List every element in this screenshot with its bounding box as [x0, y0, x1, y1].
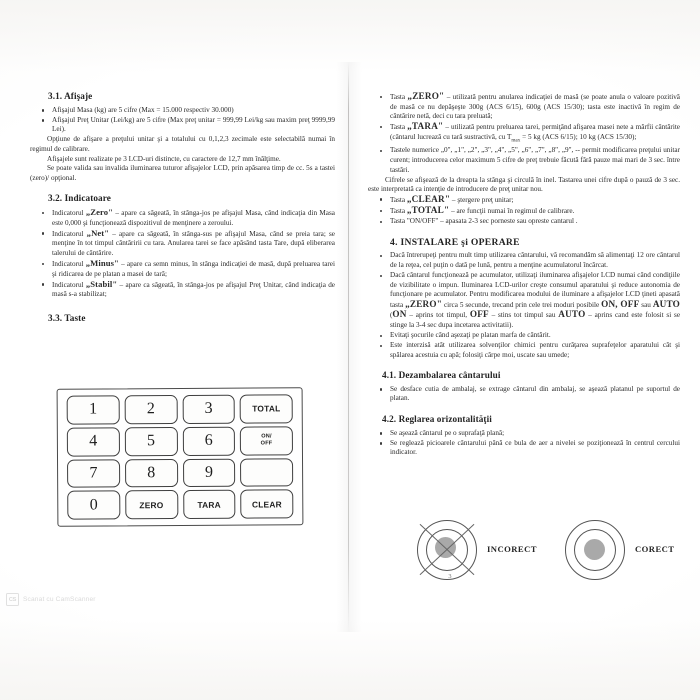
keypad-diagram	[57, 388, 305, 528]
key-label: 5	[146, 432, 156, 450]
orizontalitate-bullet-list	[368, 429, 680, 458]
bullet-text: Este interzisă atât utilizarea solvenţilor chimici pentru curăţarea suprafeţelor aparatului cât şi spălarea acestuia cu apă; folosiţi cârpe moi, uscate sau umede;	[390, 341, 680, 359]
list-item	[40, 106, 335, 116]
key-prefix: Tasta	[390, 123, 408, 132]
keypad-key-grid	[67, 394, 294, 519]
list-item	[378, 92, 680, 122]
indicator-name: „Net"	[86, 227, 110, 238]
key-prefix: Tasta	[390, 217, 407, 226]
list-item	[378, 146, 680, 175]
key-label: 4	[89, 432, 98, 450]
afisaje-paragraph-1: Opţiune de afişare a preţului unitar şi a totalului cu 0,1,2,3 zecimale este selectabilă numai în regimul de calibrare.	[30, 135, 335, 153]
key-label: 7	[89, 464, 98, 482]
list-item	[378, 271, 680, 331]
key-label: TOTAL	[252, 403, 281, 414]
label-incorect: INCORECT	[487, 544, 537, 554]
heading-3-2-indicatoare: 3.2. Indicatoare	[48, 193, 111, 204]
key-8[interactable]	[125, 459, 178, 488]
keyword-on: ON	[392, 309, 407, 320]
key-label: 8	[147, 464, 156, 482]
heading-4-2-reglarea-orizontalitatii: 4.2. Reglarea orizontalităţii	[382, 414, 492, 425]
key-on-off[interactable]	[240, 426, 293, 455]
key-text: – ştergere preţ unitar;	[450, 195, 514, 204]
bullet-text: Se aşează cântarul pe o suprafaţă plană;	[390, 428, 505, 437]
key-label: CLEAR	[251, 499, 282, 510]
key-total[interactable]	[240, 394, 293, 423]
key-6[interactable]	[182, 426, 235, 455]
bullet-text: Evitaţi şocurile când aşezaţi pe platan marfa de cântărit.	[390, 331, 551, 339]
keyword-zero: „ZERO"	[405, 298, 443, 309]
key-label: 3	[204, 400, 213, 418]
key-label-line2: OFF	[260, 440, 273, 447]
key-name: „ZERO"	[407, 91, 445, 101]
key-3[interactable]	[182, 395, 235, 424]
dezambalare-bullet-list	[368, 385, 680, 404]
camscanner-watermark-text: Scanat cu CamScanner	[23, 596, 96, 603]
key-label: ZERO	[139, 499, 164, 510]
list-item	[378, 439, 680, 458]
right-page-column	[368, 92, 680, 458]
key-text: -- permit modificarea preţului unitar curent; introducerea celor maximum 5 cifre de preţ trebuie făcută fără pauze mai mari de 3 sec. între tastări.	[390, 146, 680, 174]
bullet-text-part: sau	[639, 300, 653, 309]
key-clear[interactable]	[240, 490, 293, 519]
keyword-on-off: ON, OFF	[601, 298, 640, 309]
key-text-pre: – utilizată pentru preluarea tarei, permiţând afişarea masei nete a mărfii cântărite (cântarul lucrează cu tară sustractivă, cu T	[390, 123, 681, 141]
bullet-text-part: (	[390, 311, 393, 320]
indicatoare-bullet-list	[30, 208, 335, 300]
key-text-post: = 5 kg (ACS 6/15); 10 kg (ACS 15/30);	[520, 132, 637, 141]
heading-4-instalare-operare: 4. INSTALARE şi OPERARE	[390, 236, 520, 248]
book-gutter-line	[348, 62, 349, 632]
key-name: „TARA"	[407, 121, 444, 132]
key-0[interactable]	[67, 491, 120, 520]
camscanner-logo-icon: CS	[6, 593, 19, 606]
list-item	[378, 122, 680, 146]
key-prefix: Tasta	[390, 93, 408, 101]
list-item	[40, 116, 335, 135]
key-name: „CLEAR"	[406, 193, 451, 204]
key-prefix: Tastele numerice	[390, 146, 441, 155]
instalare-bullet-list	[368, 251, 680, 360]
book-gutter-shading	[336, 62, 362, 632]
bullet-text: Se reglează picioarele cântarului până ce bula de aer a nivelei se poziţionează în centrul cercului indicator.	[390, 438, 680, 457]
bullet-text-part: Dacă cântarul funcţionează pe acumulator, utilizaţi iluminarea afişajelor LCD numai când condiţiile de vizibilitate o impun. Iluminarea LCD-urilor creşte consumul aparatului şi reduce autonomia de funcţionare pe acumulator. Pentru modificarea modului de iluminare a afişajelor LCD ţineti apasată tasta	[390, 270, 680, 309]
keyword-off: OFF	[469, 309, 489, 320]
key-5[interactable]	[125, 427, 178, 456]
keyword-auto: AUTO	[652, 298, 680, 309]
bullet-text: Se desface cutia de ambalaj, se extrage cântarul din ambalaj, se aşează platanul pe suportul de platan.	[390, 384, 680, 403]
key-name: "ON/OFF"	[406, 217, 439, 226]
key-label: 0	[89, 496, 98, 514]
indicator-text: – apare ca săgeată, în stânga-jos pe afişajul Preţ Unitar, când indicaţia de masă s-a stabilizat;	[52, 280, 335, 299]
list-item	[378, 341, 680, 360]
list-item	[378, 331, 680, 341]
indicator-name: „Minus"	[85, 257, 119, 268]
indicator-prefix: Indicatorul	[52, 280, 86, 289]
indicator-name: „Stabil"	[85, 278, 118, 289]
key-7[interactable]	[67, 459, 120, 488]
list-item	[378, 195, 680, 206]
label-corect: CORECT	[635, 544, 675, 554]
key-name: „0", „1", „2", „3", „4", „5", „6", „7", „8", „9",	[440, 146, 574, 155]
camscanner-watermark	[6, 593, 96, 606]
indicator-prefix: Indicatorul	[52, 259, 86, 268]
key-tara[interactable]	[183, 490, 236, 519]
list-item	[40, 280, 335, 300]
key-text: – are funcţii numai în regimul de calibrare.	[449, 206, 575, 215]
list-item	[40, 208, 335, 228]
heading-3-3-taste: 3.3. Taste	[48, 312, 86, 323]
key-label: TARA	[197, 499, 221, 510]
key-label: 2	[146, 400, 155, 418]
bullet-text: Dacă întrerupeţi pentru mult timp utilizarea cântarului, vă recomandăm să alimentaţi 12 ore cântarul de la reţea, cel puţin o dată pe lună, pentru a menţine acumulatorul încărcat.	[390, 251, 680, 269]
list-item	[378, 429, 680, 439]
bullet-text-part: – stins tot timpul sau	[488, 311, 559, 320]
keyword-auto-2: AUTO	[558, 309, 586, 320]
heading-3-1-afisaje: 3.1. Afişaje	[48, 91, 93, 101]
key-label: 9	[204, 463, 214, 481]
key-functions-list-2	[368, 195, 680, 227]
key-prefix: Tasta	[390, 195, 407, 204]
key-text-subscript: max	[511, 137, 521, 144]
bullet-text-part: – aprins cand este folosit si se stinge la 3-4 sec dupa incetarea activitatii).	[390, 311, 681, 329]
indicator-name: „Zero"	[85, 206, 114, 217]
afisaje-paragraph-3: Se poate valida sau invalida iluminarea tuturor afişajelor LCD, prin apăsarea timp de cc. 5s a tastei (zero)/ opţional.	[30, 164, 335, 182]
level-bubble-icon	[584, 539, 605, 560]
indicator-text: – apare ca săgeată, în stânga-jos pe afişajul Masa, când indicaţia din Masa este 0,000 şi funcţionează dispozitivul de menţinere a zeroului.	[52, 208, 335, 227]
key-zero[interactable]	[125, 490, 178, 519]
key-prefix: Tasta	[390, 206, 407, 215]
key-2[interactable]	[124, 395, 177, 424]
key-label: 6	[204, 431, 213, 449]
afisaje-paragraph-2: Afişajele sunt realizate pe 3 LCD-uri distincte, cu caractere de 12,7 mm înălţime.	[47, 154, 281, 163]
key-1[interactable]	[67, 395, 120, 424]
afisaje-bullet-list	[30, 106, 335, 135]
bullet-text: Afişajul Preţ Unitar (Lei/kg) are 5 cifre (Max preţ unitar = 999,99 Lei/kg sau maxim preţ 9999,99 Lei).	[52, 115, 335, 134]
indicator-text: – apare ca săgeată, în stânga-sus pe afişajul Masa, când se preia tara; se menţine în tot timpul cântăririi cu tara. Anularea tarei se face apăsând tasta Tare, după eliberarea talerului de cântărire.	[52, 229, 335, 257]
list-item	[40, 259, 335, 279]
list-item	[378, 251, 680, 270]
bullet-text-part: – aprins tot timpul,	[406, 311, 470, 320]
left-page-column	[30, 92, 335, 327]
key-4[interactable]	[67, 427, 120, 456]
key-label: 1	[89, 400, 98, 418]
heading-4-1-dezambalarea: 4.1. Dezambalarea cântarului	[382, 370, 501, 381]
bullet-text: Afişajul Masa (kg) are 5 cifre (Max = 15.000 respectiv 30.000)	[52, 105, 234, 114]
indicator-prefix: Indicatorul	[52, 208, 86, 217]
indicator-prefix: Indicatorul	[52, 229, 87, 238]
key-text: – utilizată pentru anularea indicaţiei de masă (se poate anula o valoare pozitivă de masă ce nu depăşeşte 300g (ACS 6/15), 600g (ACS 15/30); tasta este inactivă în regim de cântărire netă, deci cu tara preluată;	[390, 93, 680, 121]
key-blank[interactable]	[240, 458, 293, 487]
key-text: – apasata 2-3 sec porneste sau opreste cantarul .	[438, 217, 578, 226]
bullet-text-part: circa 5 secunde, trecand prin cele trei moduri posibile	[442, 300, 602, 309]
list-item	[378, 206, 680, 217]
list-item	[40, 229, 335, 259]
page-number: 3	[448, 573, 452, 580]
page-edge-shading-bottom	[0, 620, 700, 700]
key-9[interactable]	[183, 458, 236, 487]
indicator-text: – apare ca semn minus, în stânga indicaţiei de masă, după preluarea tarei şi ridicarea de pe platan a masei de tară;	[52, 259, 335, 278]
list-item	[378, 217, 680, 227]
list-item	[378, 385, 680, 404]
digits-paragraph: Cifrele se afişează de la dreapta la stânga şi circulă în inel. Tastarea unei cifre după o pauză de 3 sec. este interpretată ca intenţie de introducere de preţ unitar nou.	[368, 175, 680, 194]
key-name: „TOTAL"	[406, 204, 450, 215]
key-functions-list	[368, 92, 680, 175]
key-label-line1: ON/	[261, 433, 272, 440]
